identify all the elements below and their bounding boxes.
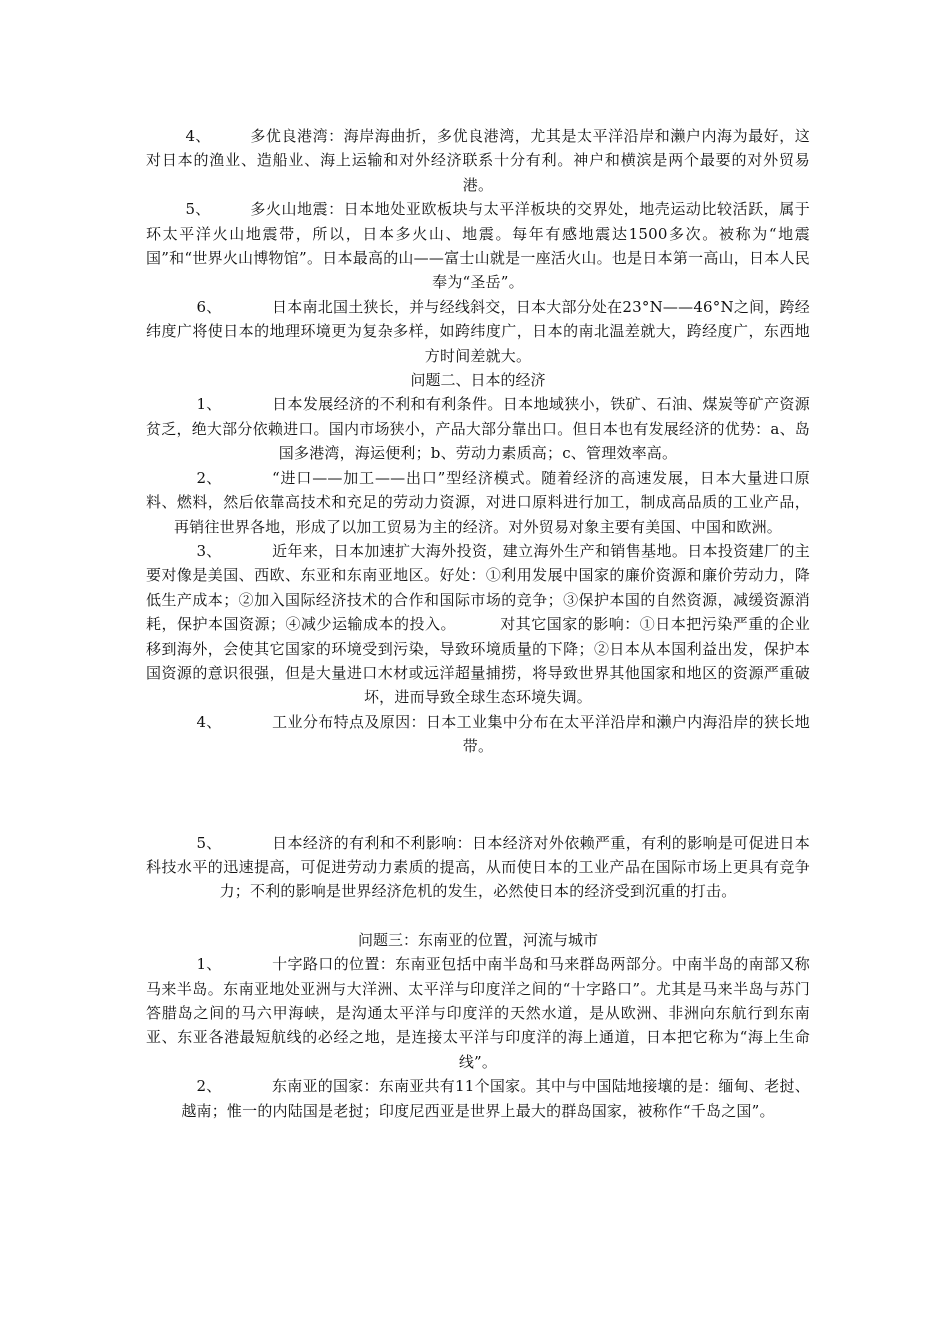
paragraph-s2-2: [146, 466, 810, 539]
paragraph-text: 工业分布特点及原因：日本工业集中分布在太平洋沿岸和濑户内海沿岸的狭长地带。: [272, 712, 810, 756]
paragraph-text: 多优良港湾：海岸海曲折，多优良港湾，尤其是太平洋沿岸和濑户内海为最好，这对日本的渔业、造船业、海上运输和对外经济联系十分有利。神户和横滨是两个最要的对外贸易港。: [146, 127, 810, 194]
paragraph-s3-2: [146, 1074, 810, 1123]
paragraph-text: 日本发展经济的不利和有利条件。日本地域狭小，铁矿、石油、煤炭等矿产资源贫乏，绝大部分依赖进口。国内市场狭小，产品大部分靠出口。但日本也有发展经济的优势：a、岛国多港湾，海运便利；b、劳动力素质高；c、管理效率高。: [146, 395, 810, 463]
paragraph-s2-3: [146, 539, 810, 710]
paragraph-text: “进口——加工——出口”型经济模式。随着经济的高速发展，日本大量进口原料、燃料，然后依靠高技术和充足的劳动力资源，对进口原料进行加工，制成高品质的工业产品，再销往世界各地，形成了以加工贸易为主的经济。对外贸易对象主要有美国、中国和欧洲。: [146, 468, 810, 536]
paragraph-s2-4: [146, 710, 810, 759]
item-number: 2、: [196, 1077, 222, 1096]
paragraph-text: 对其它国家的影响：①日本把污染严重的企业移到海外，会使其它国家的环境受到污染，导致环境质量的下降；②日本从本国利益出发，保护本国资源的意识很强，但是大量进口木材或远洋超量捕捞，将导致世界其他国家和地区的资源严重破坏，进而导致全球生态环境失调。: [146, 615, 810, 707]
section-heading-economy: 问题二、日本的经济: [410, 371, 546, 390]
item-number: 1、: [196, 955, 222, 974]
item-number: 4、: [185, 127, 211, 145]
document-page: [146, 124, 810, 1123]
paragraph-s2-1: [146, 392, 810, 465]
item-number: 5、: [196, 833, 222, 852]
paragraph-text: 十字路口的位置：东南亚包括中南半岛和马来群岛两部分。中南半岛的南部又称马来半岛。东南亚地处亚洲与大洋洲、太平洋与印度洋之间的“十字路口”。尤其是马来半岛与苏门答腊岛之间的马六甲海峡，是沟通太平洋与印度洋的天然水道，是从欧洲、非洲向东航行到东南亚、东亚各港最短航线的必经之地，是连接太平洋与印度洋的海上通道，日本把它称为“海上生命线”。: [146, 955, 810, 1071]
paragraph-s1-6: [146, 295, 810, 368]
blank-space: [146, 904, 810, 928]
paragraph-text: 日本经济的有利和不利影响：日本经济对外依赖严重，有利的影响是可促进日本科技水平的迅速提高，可促进劳动力素质的提高，从而使日本的工业产品在国际市场上更具有竞争力；不利的影响是世界经济危机的发生，必然使日本的经济受到沉重的打击。: [146, 833, 810, 901]
item-number: 5、: [185, 200, 211, 219]
blank-space: [146, 759, 810, 831]
item-number: 6、: [196, 297, 222, 316]
paragraph-text: 近年来，日本加速扩大海外投资，建立海外生产和销售基地。日本投资建厂的主要对像是美国、西欧、东亚和东南亚地区。好处：①利用发展中国家的廉价资源和廉价劳动力，降低生产成本；②加入国际经济技术的合作和国际市场的竞争；③保护本国的自然资源，减缓资源消耗，保护本国资源；④减少运输成本的投入。: [146, 541, 810, 634]
item-number: 4、: [196, 712, 222, 731]
item-number: 1、: [196, 395, 222, 414]
paragraph-text: 东南亚的国家：东南亚共有11个国家。其中与中国陆地接壤的是：缅甸、老挝、越南；惟一的内陆国是老挝；印度尼西亚是世界上最大的群岛国家，被称作“千岛之国”。: [181, 1077, 810, 1120]
paragraph-text: 多火山地震：日本地处亚欧板块与太平洋板块的交界处，地壳运动比较活跃，属于环太平洋火山地震带，所以，日本多火山、地震。每年有感地震达1500多次。被称为“地震国”和“世界火山博物馆”。日本最高的山——富士山就是一座活火山。也是日本第一高山，日本人民奉为“圣岳”。: [146, 200, 810, 292]
paragraph-s3-1: [146, 952, 810, 1074]
paragraph-s1-5: [146, 197, 810, 295]
paragraph-text: 日本南北国土狭长，并与经线斜交，日本大部分处在23°N——46°N之间，跨经纬度广将使日本的地理环境更为复杂多样，如跨纬度广，日本的南北温差就大，跨经度广，东西地方时间差就大。: [146, 297, 810, 365]
paragraph-s1-4: [146, 124, 810, 197]
item-number: 2、: [196, 468, 222, 487]
item-number: 3、: [196, 541, 222, 560]
section-heading-southeast-asia: 问题三：东南亚的位置，河流与城市: [357, 930, 598, 949]
paragraph-s2-5: [146, 831, 810, 904]
